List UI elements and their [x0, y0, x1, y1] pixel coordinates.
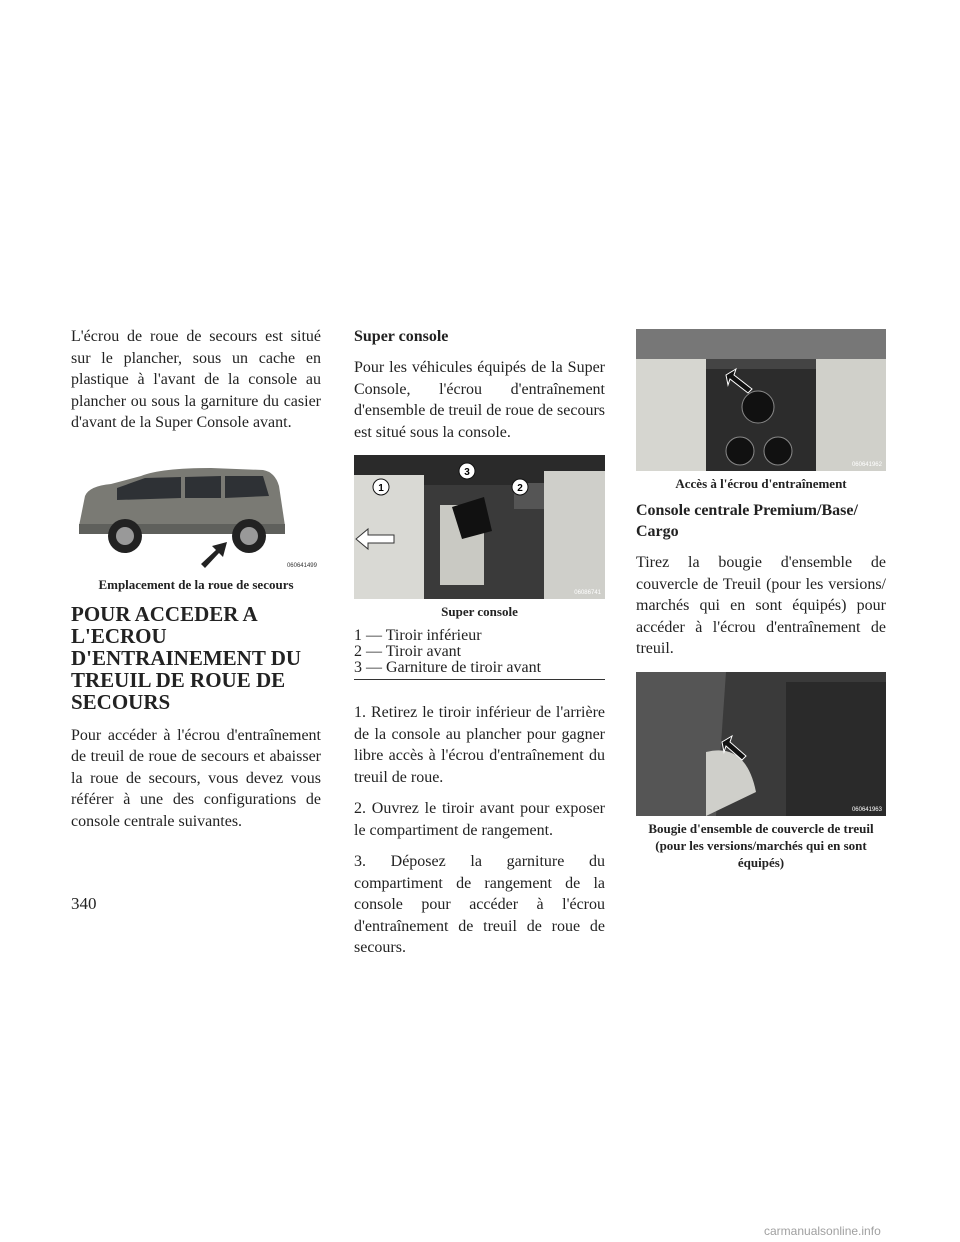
intro-paragraph: L'écrou de roue de secours est situé sur le plancher, sous un cache en plastique à l'avant de la console au plancher ou sous la garniture du casier d'avant de la Super Console avant.: [71, 328, 321, 431]
section-heading: POUR ACCEDER A L'ECROU D'ENTRAINEMENT DU TREUIL DE ROUE DE SECOURS: [71, 601, 302, 714]
steps-list: [354, 702, 605, 959]
step-item: 1. Retirez le tiroir inférieur de l'arrière de la console au plancher pour gagner libre accès à l'écrou d'entraînement du treuil de roue.: [354, 704, 605, 786]
spare-tire-location-figure: [71, 446, 321, 572]
super-console-intro: Pour les véhicules équipés de la Super Console, l'écrou d'entraînement d'ensemble de treuil de roue de secours est situé sous la console.: [354, 359, 605, 441]
drive-nut-access-figure: [636, 329, 886, 471]
super-console-figure: [354, 455, 605, 599]
legend-item: 3 — Garniture de tiroir avant: [354, 659, 542, 676]
figure-code: 060641499: [286, 562, 317, 569]
figure-code: 060641963: [851, 806, 882, 813]
figure-caption: Super console: [441, 604, 518, 619]
watermark: carmanualsonline.info: [764, 1224, 881, 1238]
legend-item: 2 — Tiroir avant: [354, 643, 462, 660]
minivan-illustration: [71, 446, 321, 572]
column-3: [636, 329, 886, 879]
column-2: [354, 326, 605, 969]
step-item: 3. Déposez la garniture du compartiment de rangement de la console pour accéder à l'écrou d'entraînement de treuil de roue de secours.: [354, 853, 605, 956]
figure-legend: [354, 628, 605, 680]
page-number: 340: [71, 894, 97, 913]
figure-caption: Bougie d'ensemble de couvercle de treuil (pour les versions/marchés qui en sont équipés): [648, 820, 874, 870]
figure-code: 06086741: [574, 590, 601, 596]
callout-3: [459, 463, 475, 479]
console-photo: [354, 455, 605, 599]
legend-item: 1 — Tiroir inférieur: [354, 627, 482, 644]
super-console-heading: Super console: [354, 328, 449, 345]
arrow-icon: [201, 542, 227, 568]
winch-cover-plug-figure: [636, 672, 886, 816]
step-item: 2. Ouvrez le tiroir avant pour exposer le compartiment de rangement.: [354, 800, 605, 839]
floor-photo: [636, 672, 886, 816]
svg-text:3: 3: [464, 467, 470, 478]
svg-text:1: 1: [378, 483, 384, 494]
column-1: [71, 326, 321, 844]
callout-1: [373, 479, 389, 495]
callout-2: [512, 479, 528, 495]
figure-caption: Accès à l'écrou d'entraînement: [675, 476, 847, 491]
svg-text:2: 2: [517, 483, 523, 494]
figure-caption: Emplacement de la roue de secours: [98, 576, 294, 592]
console-cupholder-photo: [636, 329, 886, 471]
premium-console-heading: Console centrale Premium/Base/ Cargo: [636, 502, 858, 540]
premium-console-paragraph: Tirez la bougie d'ensemble de couvercle de Treuil (pour les versions/ marchés qui en sont équipés) pour accéder à l'écrou d'entraînement de treuil.: [636, 554, 886, 657]
figure-code: 060641962: [851, 462, 882, 468]
section-paragraph: Pour accéder à l'écrou d'entraînement de treuil de roue de secours et abaisser la roue de secours, vous devez vous référer à une des configurations de console centrale suivantes.: [71, 726, 321, 830]
